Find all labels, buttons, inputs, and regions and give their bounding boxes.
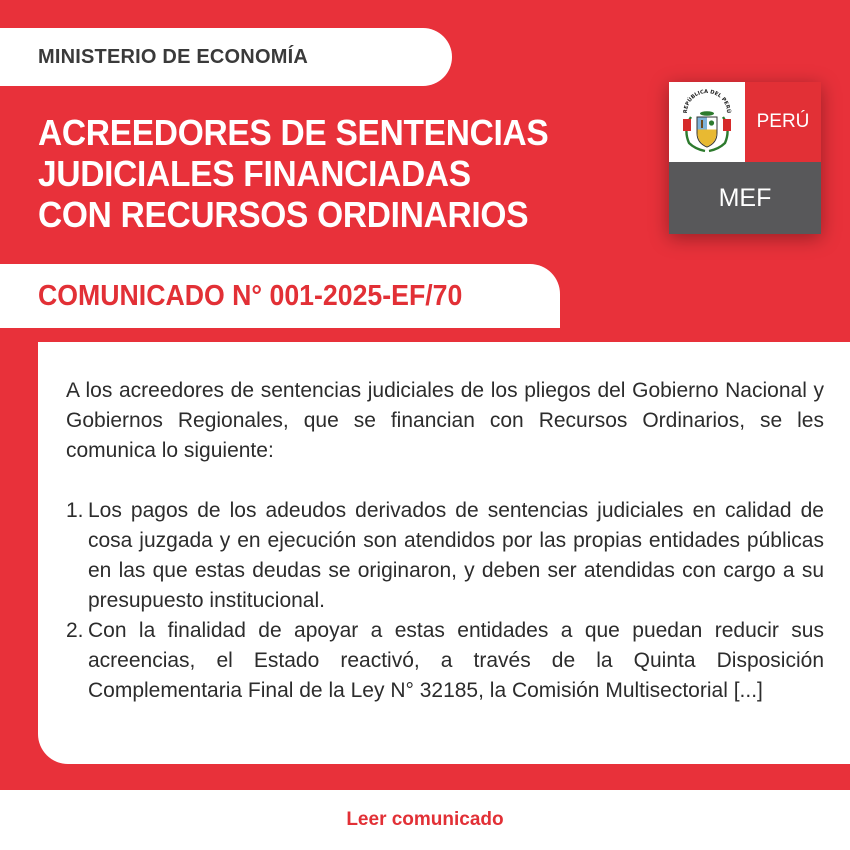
seal-text: REPÚBLICA DEL PERÚ: [682, 89, 732, 114]
footer: [0, 790, 850, 850]
country-label: PERÚ: [745, 82, 821, 162]
list-item-text: Los pagos de los adeudos derivados de sentencias judiciales en calidad de cosa juzgada y en ejecución son atendidos por las propias entidades públicas en las que estas deudas se originaron, y deben ser atendidas con cargo a su presupuesto institucional.: [88, 499, 824, 612]
svg-text:REPÚBLICA DEL PERÚ: [683, 89, 732, 114]
list-item: [66, 496, 824, 616]
list-item-text: Con la finalidad de apoyar a estas entidades a que puedan reducir sus acreencias, el Estado reactivó, a través de la Quinta Disposición Complementaria Final de la Ley N° 32185, la Comisión Multisectorial [...]: [88, 619, 824, 702]
mef-logo: [669, 82, 821, 234]
logo-top: [669, 82, 821, 162]
title-line-2: JUDICIALES FINANCIADAS: [38, 153, 471, 194]
comunicado-number-label: [0, 264, 560, 328]
title-line-1: ACREEDORES DE SENTENCIAS: [38, 112, 549, 153]
ministry-text: MINISTERIO DE ECONOMÍA: [38, 45, 308, 68]
list-item-number: 2.: [66, 619, 84, 642]
intro-paragraph: A los acreedores de sentencias judiciales de los pliegos del Gobierno Nacional y Gobiernos Regionales, que se financian con Recursos Ordinarios, se les comunica lo siguiente:: [66, 379, 824, 462]
list-item-number: 1.: [66, 499, 84, 522]
ministry-label: [0, 28, 452, 86]
coat-of-arms-graphic: [677, 89, 737, 155]
mef-acronym: MEF: [669, 162, 821, 234]
coat-of-arms-icon: [669, 82, 745, 162]
title-line-3: CON RECURSOS ORDINARIOS: [38, 194, 529, 235]
communique-body: [38, 342, 850, 764]
page-title: [38, 112, 596, 235]
read-communique-link[interactable]: Leer comunicado: [346, 809, 504, 830]
list-item: [66, 616, 824, 706]
comunicado-number: COMUNICADO N° 001-2025-EF/70: [38, 279, 463, 312]
